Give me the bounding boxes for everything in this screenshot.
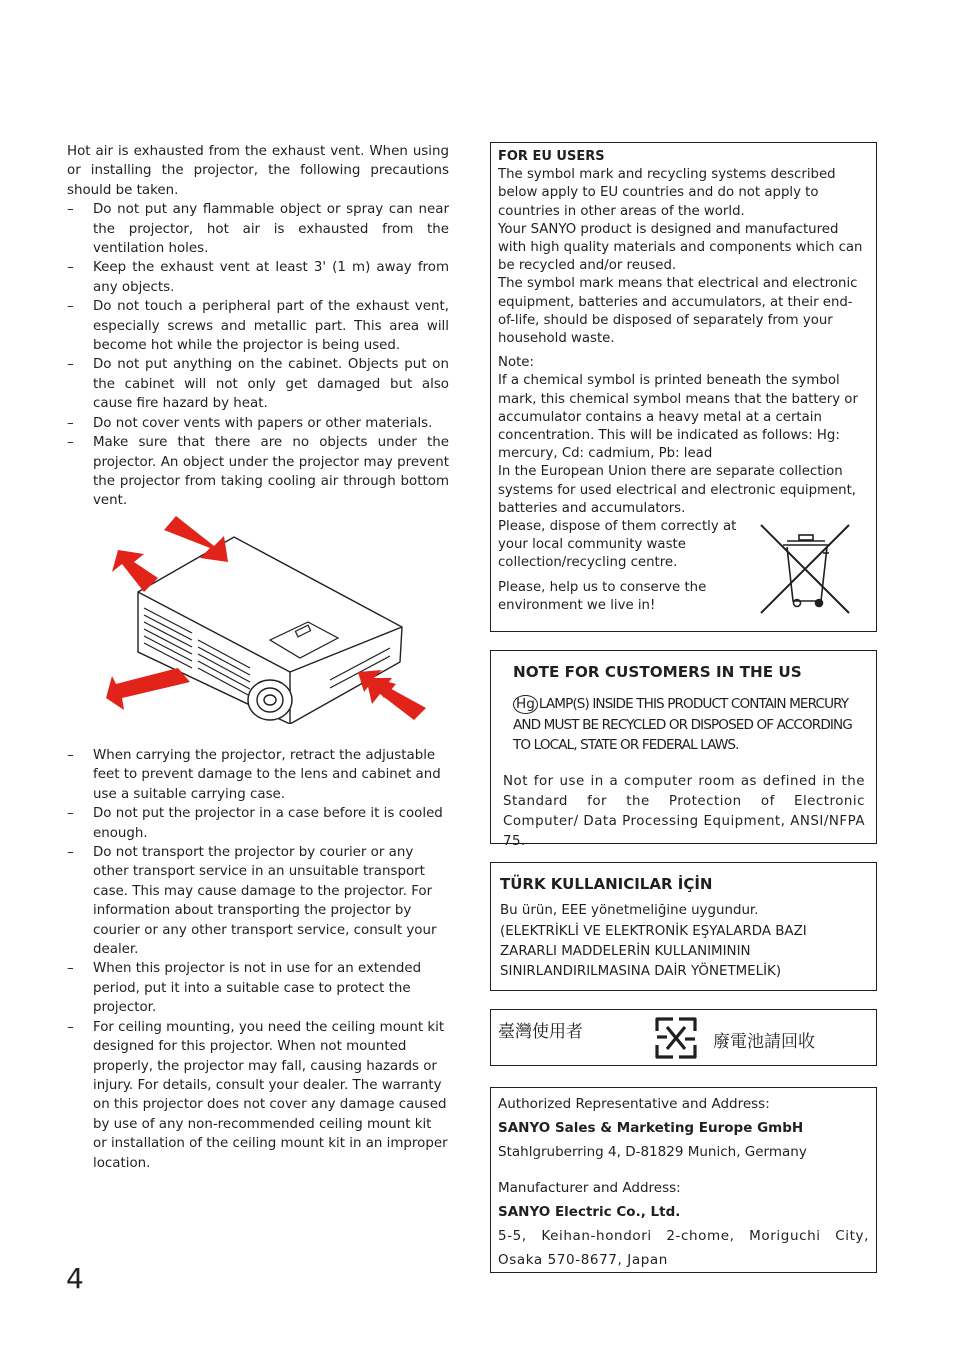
transport-list bbox=[67, 746, 449, 1173]
us-title: NOTE FOR CUSTOMERS IN THE US bbox=[513, 663, 802, 681]
eu-users-box bbox=[490, 142, 877, 632]
crossed-bin-icon bbox=[759, 523, 853, 617]
arrow-left-down bbox=[106, 668, 190, 710]
rep-address: Stahlgruberring 4, D-81829 Munich, Germany bbox=[498, 1143, 807, 1160]
turkish-users-box bbox=[490, 862, 877, 991]
list-item: – When this projector is not in use for an extended period, put it into a suitable case to protect the projector. bbox=[67, 961, 422, 1016]
tw-recycle-text: 廢電池請回收 bbox=[713, 1032, 815, 1052]
list-item: – Do not cover vents with papers or other materials. bbox=[67, 415, 433, 431]
lens bbox=[248, 680, 292, 720]
tr-line: (ELEKTRİKLİ VE ELEKTRONİK EŞYALARDA BAZI ZARARLI MADDELERİN KULLANIMININ SINIRLANDIRILMASINA DAİR YÖNETMELİK) bbox=[500, 923, 807, 980]
tr-line: Bu ürün, EEE yönetmeliğine uygundur. bbox=[500, 903, 759, 919]
list-item: – Do not put the projector in a case before it is cooled enough. bbox=[67, 806, 443, 841]
list-item: – Do not transport the projector by courier or any other transport service in an unsuitable transport case. This may cause damage to the projector. For information about transporting the projector by courier or any other transport service, consult your dealer. bbox=[67, 845, 437, 958]
eu-paragraph: Please, help us to conserve the environment we live in! bbox=[498, 579, 707, 613]
precautions-list bbox=[67, 200, 449, 511]
projector-ventilation-illustration bbox=[100, 512, 440, 724]
eu-paragraph: In the European Union there are separate collection systems for used electrical and electronic equipment, batteries and accumulators. bbox=[498, 464, 857, 516]
taiwan-users-box bbox=[490, 1009, 877, 1066]
tw-label: 臺灣使用者 bbox=[498, 1022, 583, 1042]
list-item: – Make sure that there are no objects under the projector. An object under the projector may prevent the projector from taking cooling air through bottom vent. bbox=[67, 435, 449, 509]
eu-paragraph: If a chemical symbol is printed beneath the symbol mark, this chemical symbol means that the battery or accumulator contains a heavy metal at a certain concentration. This will be indicated as follows: Hg: mercury, Cd: cadmium, Pb: lead bbox=[498, 373, 858, 462]
hg-symbol-icon: Hg bbox=[513, 695, 538, 714]
left-column-lower bbox=[67, 746, 449, 1173]
list-item: – Do not put anything on the cabinet. Objects put on the cabinet will not only get damaged but also cause fire hazard by heat. bbox=[67, 357, 449, 412]
eu-paragraph: The symbol mark and recycling systems described below apply to EU countries and do not apply to countries in other areas of the world. bbox=[498, 167, 836, 219]
rep-company: SANYO Sales & Marketing Europe GmbH bbox=[498, 1119, 804, 1136]
list-item: – Keep the exhaust vent at least 3' (1 m) away from any objects. bbox=[67, 260, 449, 295]
tr-title: TÜRK KULLANICILAR İÇİN bbox=[500, 875, 713, 893]
page-number: 4 bbox=[66, 1262, 84, 1295]
us-paragraph: Not for use in a computer room as defined in the Standard for the Protection of Electronic Computer/ Data Processing Equipment, ANSI/NFPA 75. bbox=[503, 774, 865, 849]
list-item: – For ceiling mounting, you need the ceiling mount kit designed for this projector. When not mounted properly, the projector may fall, causing hazards or injury. For details, consult your dealer. The warranty on this projector does not cover any damage caused by use of any non-recommended ceiling mount kit or installation of the ceiling mount kit in an improper location. bbox=[67, 1019, 448, 1171]
eu-heading: FOR EU USERS bbox=[498, 149, 605, 164]
eu-paragraph: Please, dispose of them correctly at your local community waste collection/recycling centre. bbox=[498, 519, 737, 571]
arrow-right-bottom bbox=[366, 678, 426, 720]
manufacturer-address: 5-5, Keihan-hondori 2-chome, Moriguchi City, Osaka 570-8677, Japan bbox=[498, 1227, 869, 1268]
battery-recycle-icon bbox=[653, 1015, 699, 1061]
mercury-notice: Hg LAMP(S) INSIDE THIS PRODUCT CONTAIN MERCURY AND MUST BE RECYCLED OR DISPOSED OF ACCORDING TO LOCAL, STATE OR FEDERAL LAWS. bbox=[513, 696, 852, 753]
eu-note-label: Note: bbox=[498, 355, 534, 371]
list-item: – Do not touch a peripheral part of the exhaust vent, especially screws and metallic part. This area will become hot while the projector is being used. bbox=[67, 299, 449, 354]
manufacturer-label: Manufacturer and Address: bbox=[498, 1180, 681, 1197]
eu-paragraph: Your SANYO product is designed and manufactured with high quality materials and components which can be recycled and/or reused. bbox=[498, 221, 863, 274]
eu-paragraph: The symbol mark means that electrical and electronic equipment, batteries and accumulators, at their end-of-life, should be disposed of separately from your household waste. bbox=[498, 276, 858, 347]
arrow-top bbox=[164, 516, 228, 562]
us-customers-box bbox=[490, 650, 877, 849]
left-column bbox=[67, 142, 449, 511]
address-box bbox=[490, 1087, 877, 1273]
rep-label: Authorized Representative and Address: bbox=[498, 1096, 770, 1112]
list-item: – Do not put any flammable object or spray can near the projector, hot air is exhausted from the ventilation holes. bbox=[67, 202, 449, 257]
manufacturer-company: SANYO Electric Co., Ltd. bbox=[498, 1204, 681, 1221]
intro-paragraph: Hot air is exhausted from the exhaust vent. When using or installing the projector, the following precautions should be taken. bbox=[67, 144, 449, 198]
list-item: – When carrying the projector, retract the adjustable feet to prevent damage to the lens and cabinet and use a suitable carrying case. bbox=[67, 748, 441, 802]
